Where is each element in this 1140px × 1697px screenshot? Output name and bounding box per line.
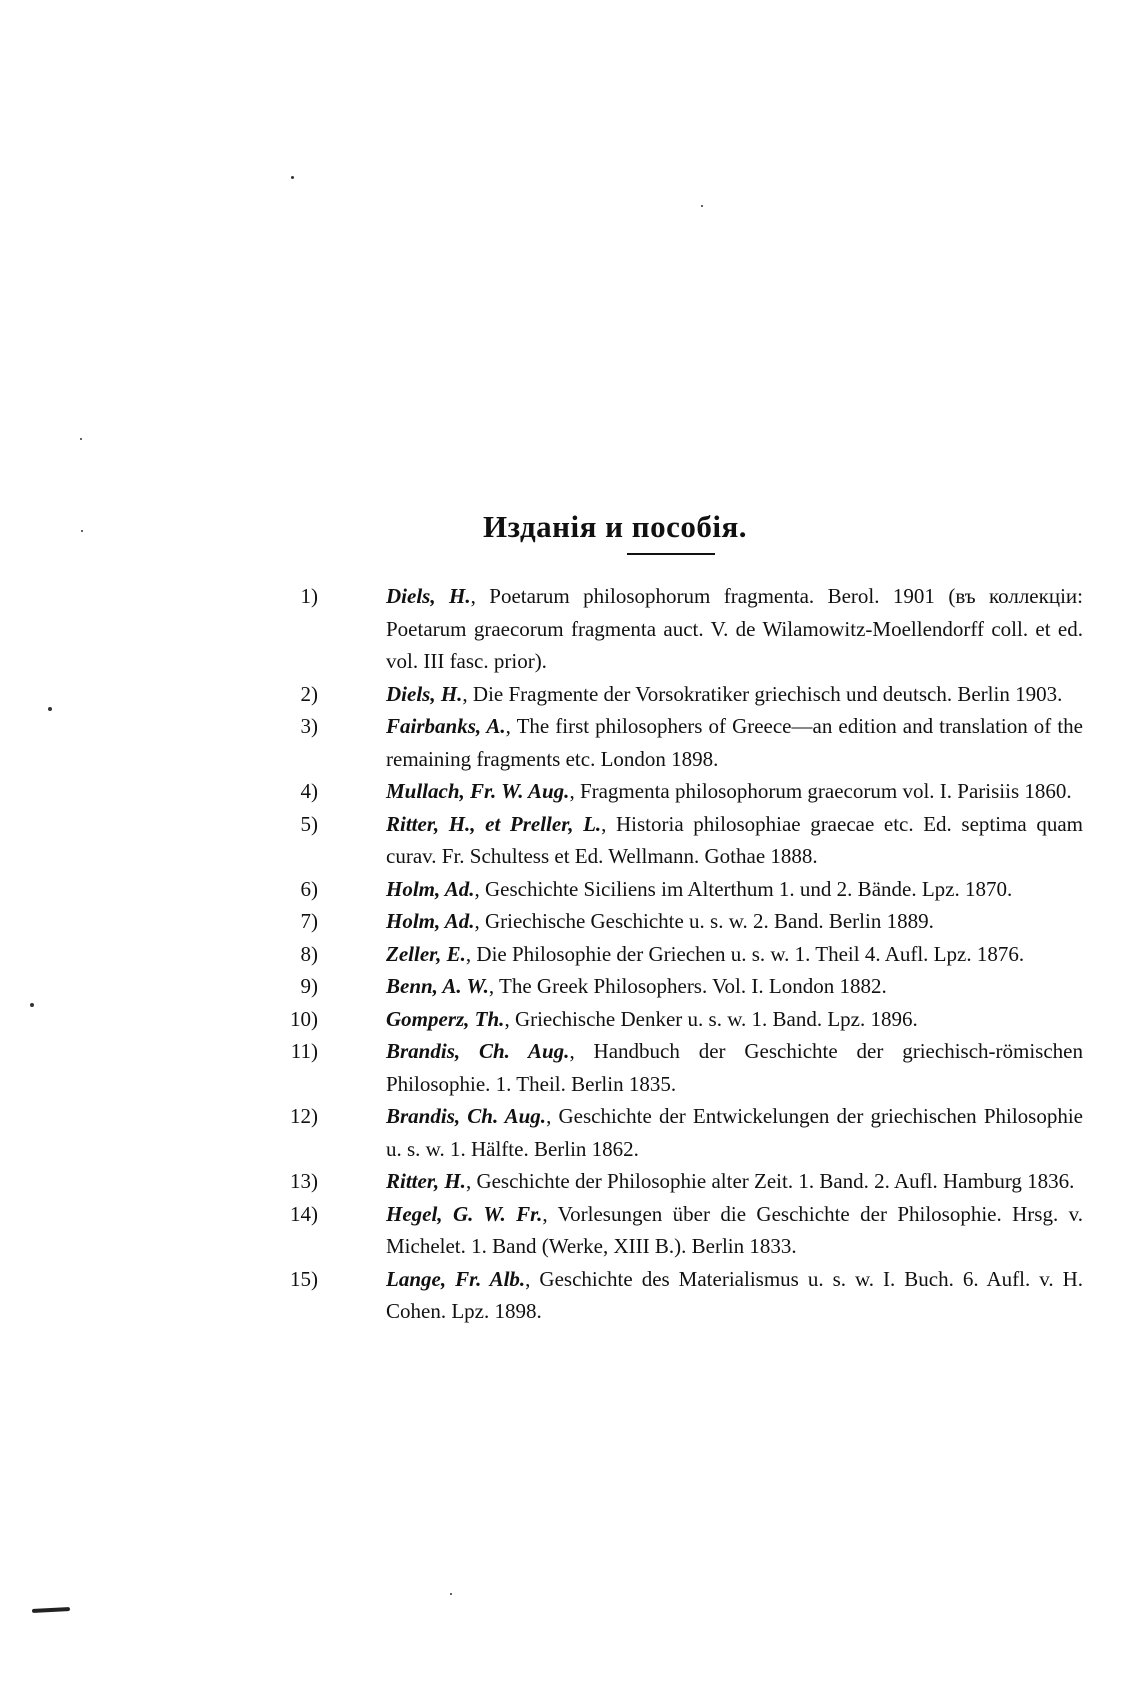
bibliography-entry [268,1198,1083,1263]
bibliography-entry [268,775,1083,808]
bibliography-entry [268,710,1083,775]
bibliography-entry [268,1035,1083,1100]
title-divider [627,553,715,555]
entry-author: Gomperz, Th. [386,1006,505,1031]
entry-number: 5) [300,811,318,836]
scan-speck [701,205,703,207]
entry-number: 1) [300,584,318,608]
entry-author: Mullach, Fr. W. Aug. [386,779,570,803]
entry-text: , Griechische Geschichte u. s. w. 2. Band. Berlin 1889. [474,909,934,933]
entry-author: Brandis, Ch. Aug. [386,1104,547,1128]
entry-author: Holm, Ad. [386,876,475,901]
entry-text: , Geschichte des Materialismus u. s. w. I. Buch. 6. Aufl. v. H. Cohen. Lpz. 1898. [386,1266,1083,1323]
bibliography-entry [268,1165,1083,1198]
bibliography-entry [268,1100,1083,1165]
bibliography-entry [268,1003,1083,1036]
bibliography-entry [268,970,1083,1003]
entry-text: , Geschichte der Philosophie alter Zeit. 1. Band. 2. Aufl. Hamburg 1836. [465,1169,1075,1193]
scan-speck [30,1003,34,1007]
bibliography-entry [268,580,1083,678]
entry-author: Ritter, H., et Preller, L. [386,811,602,836]
entry-text: , Vorlesungen über die Geschichte der Philosophie. Hrsg. v. Michelet. 1. Band (Werke, XIII B.). Berlin 1833. [386,1201,1084,1258]
scan-speck [291,176,294,179]
entry-number: 7) [300,909,318,933]
entry-text: , Die Fragmente der Vorsokratiker griechisch und deutsch. Berlin 1903. [462,681,1063,706]
entry-text: , Die Philosophie der Griechen u. s. w. 1. Theil 4. Aufl. Lpz. 1876. [465,941,1025,966]
scan-speck [80,438,82,440]
bibliography-entry [268,873,1083,906]
entry-author: Brandis, Ch. Aug. [386,1039,570,1063]
bibliography-entry [268,1263,1083,1328]
entry-number: 6) [300,876,318,901]
entry-number: 11) [290,1039,318,1063]
entry-number: 12) [290,1104,318,1128]
entry-text: , Geschichte Siciliens im Alterthum 1. und 2. Bände. Lpz. 1870. [474,876,1013,901]
entry-author: Holm, Ad. [386,909,475,933]
bibliography-entry [268,938,1083,971]
entry-author: Benn, A. W. [386,974,489,998]
entry-number: 14) [290,1201,318,1226]
entry-author: Zeller, E. [386,941,466,966]
entry-number: 13) [290,1169,318,1193]
entry-author: Diels, H. [386,681,463,706]
page-title: Изданія и пособія. [482,508,748,544]
bibliography-entry [268,905,1083,938]
entry-text: , Handbuch der Geschichte der griechisch-römischen Philosophie. 1. Theil. Berlin 1835. [386,1039,1083,1096]
entry-text: , Griechische Denker u. s. w. 1. Band. Lpz. 1896. [504,1006,918,1031]
entry-text: , Fragmenta philosophorum graecorum vol. I. Parisiis 1860. [569,779,1072,803]
entry-number: 2) [300,681,318,706]
bibliography-list [268,580,1083,1328]
entry-author: Lange, Fr. Alb. [386,1266,526,1291]
entry-text: , The first philosophers of Greece—an edition and translation of the remaining fragments etc. London 1898. [386,714,1084,771]
entry-number: 9) [300,974,318,998]
entry-number: 15) [290,1266,318,1291]
bibliography-entry [268,808,1083,873]
entry-author: Diels, H. [386,584,471,608]
entry-number: 8) [300,941,318,966]
entry-author: Hegel, G. W. Fr. [386,1201,543,1226]
entry-text: , The Greek Philosophers. Vol. I. London 1882. [488,974,887,998]
entry-author: Ritter, H. [386,1169,466,1193]
bibliography-entry [268,678,1083,711]
entry-number: 3) [300,714,318,738]
scan-speck [450,1593,452,1595]
scan-mark [32,1607,70,1613]
entry-author: Fairbanks, A. [386,714,506,738]
entry-text: , Geschichte der Entwickelungen der griechischen Philosophie u. s. w. 1. Hälfte. Berlin 1862. [386,1104,1084,1161]
entry-number: 10) [290,1006,318,1031]
entry-text: , Historia philosophiae graecae etc. Ed. septima quam curav. Fr. Schultess et Ed. Wellmann. Gothae 1888. [386,811,1083,868]
entry-text: , Poetarum philosophorum fragmenta. Berol. 1901 (въ коллекціи: Poetarum graecorum fragmenta auct. V. de Wilamowitz-Moellendorff coll. et ed. vol. III fasc. prior). [386,584,1083,673]
entry-number: 4) [300,779,318,803]
scan-speck [48,707,52,711]
